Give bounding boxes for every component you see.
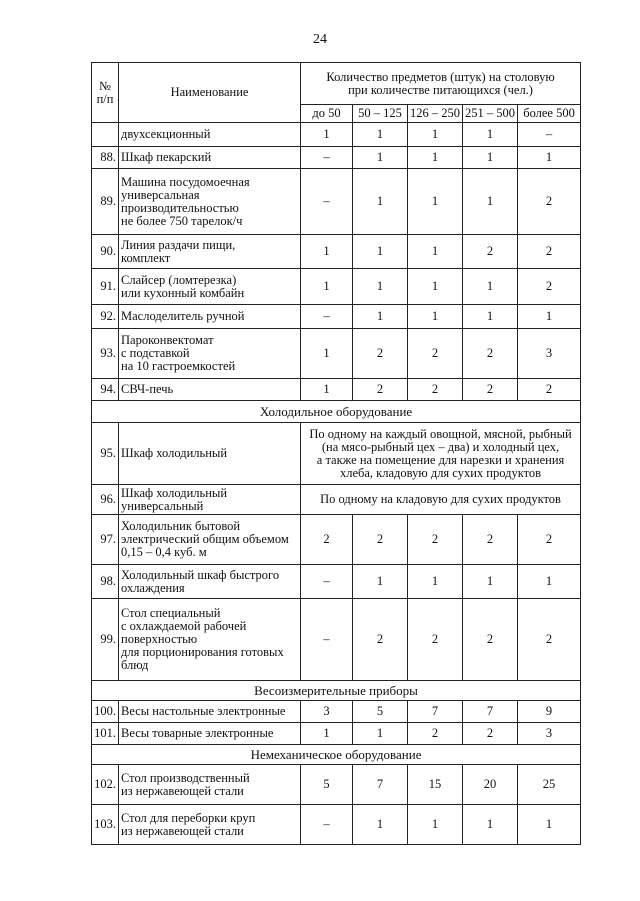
row-value: 2 — [463, 723, 518, 745]
header-range: 251 – 500 — [463, 105, 518, 123]
row-value: 1 — [301, 235, 353, 269]
row-value: 3 — [518, 723, 581, 745]
row-value: 2 — [518, 515, 581, 565]
row-value: 1 — [408, 147, 463, 169]
row-value: 1 — [518, 147, 581, 169]
row-number: 97. — [92, 515, 119, 565]
row-value: 1 — [301, 329, 353, 379]
row-number: 94. — [92, 379, 119, 401]
row-name: СВЧ-печь — [119, 379, 301, 401]
row-name: Весы товарные электронные — [119, 723, 301, 745]
table-row — [92, 305, 581, 329]
row-value: 1 — [301, 379, 353, 401]
row-name: Стол производственный из нержавеющей стали — [119, 765, 301, 805]
row-merged-value: По одному на каждый овощной, мясной, рыбный (на мясо-рыбный цех – два) и холодный цех, а также на помещение для нарезки и хранения хлеба, кладовую для сухих продуктов — [301, 423, 581, 485]
row-value: 1 — [353, 147, 408, 169]
row-value: 2 — [408, 515, 463, 565]
header-num: № п/п — [92, 63, 119, 123]
row-name: двухсекционный — [119, 123, 301, 147]
row-value: 7 — [408, 701, 463, 723]
row-value: – — [518, 123, 581, 147]
row-value: 1 — [353, 805, 408, 845]
row-value: – — [301, 565, 353, 599]
row-number: 95. — [92, 423, 119, 485]
row-name: Стол для переборки круп из нержавеющей стали — [119, 805, 301, 845]
row-number: 93. — [92, 329, 119, 379]
row-value: 1 — [301, 123, 353, 147]
table-row — [92, 765, 581, 805]
row-value: 2 — [353, 599, 408, 681]
row-number: 91. — [92, 269, 119, 305]
header-range: 50 – 125 — [353, 105, 408, 123]
row-value: 2 — [463, 235, 518, 269]
table-row — [92, 515, 581, 565]
row-value: 2 — [463, 329, 518, 379]
row-value: 1 — [408, 269, 463, 305]
row-value: 1 — [463, 123, 518, 147]
table-row — [92, 723, 581, 745]
row-value: – — [301, 169, 353, 235]
row-value: 1 — [353, 565, 408, 599]
row-value: 1 — [301, 269, 353, 305]
row-value: 2 — [408, 379, 463, 401]
table-row — [92, 147, 581, 169]
row-value: 2 — [518, 169, 581, 235]
row-number: 103. — [92, 805, 119, 845]
row-value: 2 — [463, 515, 518, 565]
row-name: Маслоделитель ручной — [119, 305, 301, 329]
row-number — [92, 123, 119, 147]
row-value: 1 — [353, 305, 408, 329]
row-value: 1 — [353, 269, 408, 305]
row-value: 1 — [463, 147, 518, 169]
row-number: 92. — [92, 305, 119, 329]
row-value: 2 — [518, 269, 581, 305]
row-value: 1 — [463, 269, 518, 305]
header-range: более 500 — [518, 105, 581, 123]
row-value: 9 — [518, 701, 581, 723]
row-value: 1 — [463, 305, 518, 329]
row-name: Шкаф холодильный универсальный — [119, 485, 301, 515]
row-value: 2 — [408, 723, 463, 745]
row-name: Весы настольные электронные — [119, 701, 301, 723]
row-value: 25 — [518, 765, 581, 805]
equipment-table — [91, 62, 581, 845]
row-value: 3 — [518, 329, 581, 379]
row-value: 2 — [353, 329, 408, 379]
table-row — [92, 423, 581, 485]
row-value: 7 — [353, 765, 408, 805]
row-value: 2 — [301, 515, 353, 565]
table-row — [92, 269, 581, 305]
row-value: 15 — [408, 765, 463, 805]
row-value: 2 — [518, 235, 581, 269]
row-value: – — [301, 147, 353, 169]
row-value: 2 — [518, 599, 581, 681]
row-name: Холодильный шкаф быстрого охлаждения — [119, 565, 301, 599]
header-range: 126 – 250 — [408, 105, 463, 123]
header-range: до 50 — [301, 105, 353, 123]
table-row — [92, 599, 581, 681]
row-value: 1 — [353, 723, 408, 745]
row-name: Шкаф пекарский — [119, 147, 301, 169]
row-number: 99. — [92, 599, 119, 681]
row-number: 89. — [92, 169, 119, 235]
row-value: 1 — [353, 235, 408, 269]
table-row — [92, 379, 581, 401]
row-value: 2 — [408, 329, 463, 379]
row-value: 2 — [463, 379, 518, 401]
row-value: 1 — [463, 565, 518, 599]
section-weighing-devices: Весоизмерительные приборы — [92, 681, 581, 701]
row-name: Машина посудомоечная универсальная производительностью не более 750 тарелок/ч — [119, 169, 301, 235]
row-value: 1 — [463, 169, 518, 235]
row-name: Слайсер (ломтерезка) или кухонный комбайн — [119, 269, 301, 305]
row-value: 1 — [518, 565, 581, 599]
row-number: 100. — [92, 701, 119, 723]
section-nonmechanical-equipment: Немеханическое оборудование — [92, 745, 581, 765]
row-value: – — [301, 305, 353, 329]
page-number: 24 — [313, 32, 327, 47]
row-value: – — [301, 805, 353, 845]
table-row — [92, 235, 581, 269]
header-quantity: Количество предметов (штук) на столовую при количестве питающихся (чел.) — [301, 63, 581, 105]
row-value: 2 — [353, 515, 408, 565]
row-value: 1 — [408, 305, 463, 329]
row-number: 101. — [92, 723, 119, 745]
row-name: Линия раздачи пищи, комплект — [119, 235, 301, 269]
row-value: 5 — [301, 765, 353, 805]
header-name: Наименование — [119, 63, 301, 123]
row-merged-value: По одному на кладовую для сухих продуктов — [301, 485, 581, 515]
row-value: 2 — [353, 379, 408, 401]
table-row — [92, 123, 581, 147]
row-name: Шкаф холодильный — [119, 423, 301, 485]
table-row — [92, 169, 581, 235]
row-value: 5 — [353, 701, 408, 723]
row-value: 7 — [463, 701, 518, 723]
row-value: 2 — [408, 599, 463, 681]
row-number: 102. — [92, 765, 119, 805]
table-row — [92, 805, 581, 845]
row-number: 98. — [92, 565, 119, 599]
table-row — [92, 329, 581, 379]
row-value: 20 — [463, 765, 518, 805]
row-number: 90. — [92, 235, 119, 269]
row-name: Холодильник бытовой электрический общим объемом 0,15 – 0,4 куб. м — [119, 515, 301, 565]
section-cold-equipment: Холодильное оборудование — [92, 401, 581, 423]
row-number: 88. — [92, 147, 119, 169]
row-number: 96. — [92, 485, 119, 515]
table-row — [92, 701, 581, 723]
row-value: 1 — [518, 305, 581, 329]
row-value: 1 — [408, 565, 463, 599]
row-value: – — [301, 599, 353, 681]
row-value: 1 — [463, 805, 518, 845]
row-value: 1 — [301, 723, 353, 745]
table-row — [92, 485, 581, 515]
row-value: 1 — [353, 169, 408, 235]
row-value: 1 — [518, 805, 581, 845]
row-name: Стол специальный с охлаждаемой рабочей поверхностью для порционирования готовых блюд — [119, 599, 301, 681]
row-value: 1 — [408, 123, 463, 147]
row-value: 1 — [408, 235, 463, 269]
row-name: Пароконвектомат с подставкой на 10 гастроемкостей — [119, 329, 301, 379]
row-value: 1 — [408, 169, 463, 235]
table-row — [92, 565, 581, 599]
row-value: 2 — [463, 599, 518, 681]
row-value: 2 — [518, 379, 581, 401]
row-value: 1 — [353, 123, 408, 147]
row-value: 1 — [408, 805, 463, 845]
row-value: 3 — [301, 701, 353, 723]
